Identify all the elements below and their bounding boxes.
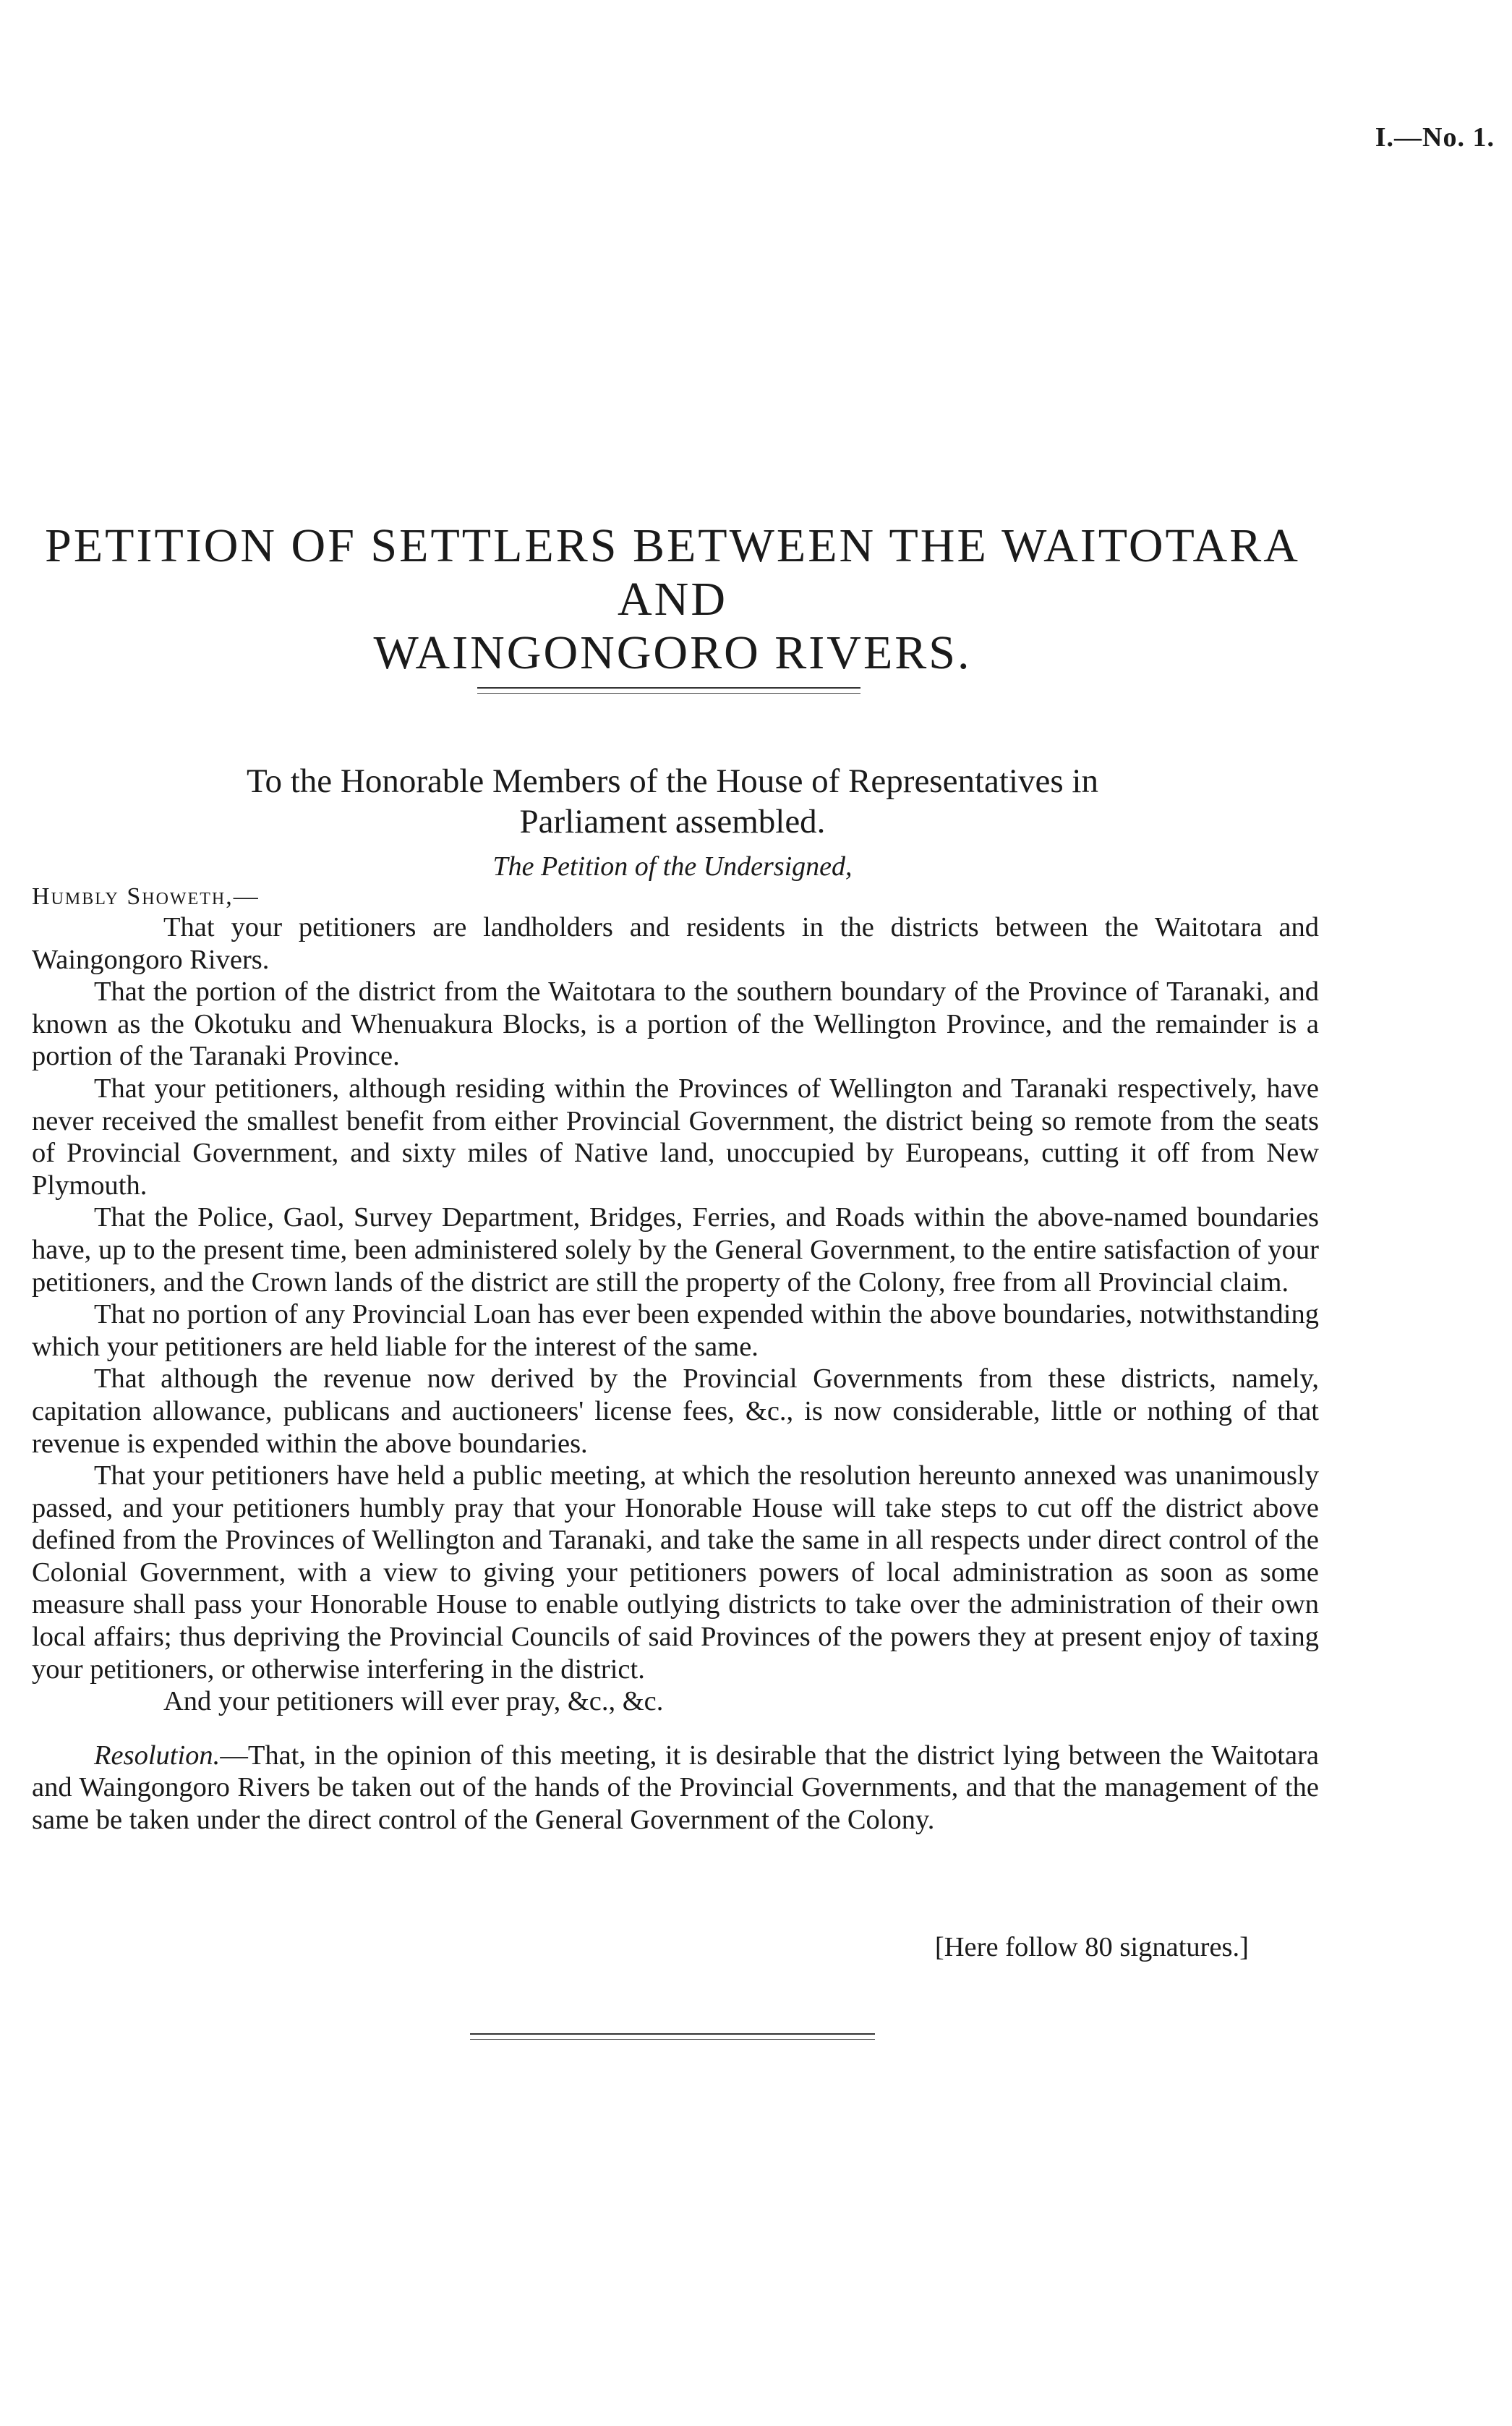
resolution-label: Resolution.	[94, 1740, 221, 1771]
signatures-note: [Here follow 80 signatures.]	[934, 1932, 1249, 1962]
divider-rule	[477, 687, 860, 694]
paragraph: That your petitioners have held a public meeting, at which the resolution hereunto annexed was unanimously passed, and your petitioners humbly pray that your Honorable House will take steps to cut off the district above defined from the Provinces of Wellington and Taranaki, and take the same in all respects under direct control of the Colonial Government, with a view to giving your petitioners powers of local administration as soon as some measure shall pass your Honorable House to enable outlying districts to take over the administration of their own local affairs; thus depriving the Provincial Councils of said Provinces of the powers they at present enjoy of taxing your petitioners, or otherwise interfering in the district.	[32, 1460, 1319, 1685]
closing-line: And your petitioners will ever pray, &c., &c.	[163, 1686, 664, 1717]
paragraph: That your petitioners, although residing within the Provinces of Wellington and Taranaki respectively, have never received the smallest benefit from either Provincial Government, the district being so remote from the seats of Provincial Government, and sixty miles of Native land, unoccupied by Europeans, cutting it off from New Plymouth.	[32, 1073, 1319, 1201]
petition-address	[29, 761, 1316, 842]
paragraph: That the portion of the district from the Waitotara to the southern boundary of the Province of Taranaki, and known as the Okotuku and Whenuakura Blocks, is a portion of the Wellington Province, and the remainder is a portion of the Taranaki Province.	[32, 976, 1319, 1072]
petition-subtitle: The Petition of the Undersigned,	[492, 851, 853, 882]
salutation: Humbly Showeth,—	[32, 883, 260, 910]
title-line-2: WAINGONGORO RIVERS.	[373, 626, 972, 679]
document-reference: I.—No. 1.	[1375, 122, 1495, 153]
paragraph: That your petitioners are landholders and residents in the districts between the Waitotara and Waingongoro Rivers.	[32, 912, 1319, 975]
address-line-2: Parliament assembled.	[519, 803, 826, 840]
divider-rule	[470, 2033, 875, 2040]
paragraph: That the Police, Gaol, Survey Department, Bridges, Ferries, and Roads within the above-named boundaries have, up to the present time, been administered solely by the General Government, to the entire satisfaction of your petitioners, and the Crown lands of the district are still the property of the Colony, free from all Provincial claim.	[32, 1202, 1319, 1298]
title-line-1: PETITION OF SETTLERS BETWEEN THE WAITOTARA AND	[45, 519, 1300, 626]
address-line-1: To the Honorable Members of the House of Representatives in	[247, 762, 1098, 800]
resolution-text: —That, in the opinion of this meeting, it is desirable that the district lying between the Waitotara and Waingongoro Rivers be taken out of the hands of the Provincial Governments, and that the management of the same be taken under the direct control of the General Government of the Colony.	[32, 1740, 1319, 1836]
resolution	[32, 1740, 1319, 1836]
petition-body	[32, 911, 1319, 1836]
paragraph: That no portion of any Provincial Loan has ever been expended within the above boundaries, notwithstanding which your petitioners are held liable for the interest of the same.	[32, 1299, 1319, 1362]
paragraph: That although the revenue now derived by the Provincial Governments from these districts, namely, capitation allowance, publicans and auctioneers' license fees, &c., is now considerable, little or nothing of that revenue is expended within the above boundaries.	[32, 1363, 1319, 1459]
page-title	[29, 519, 1316, 680]
